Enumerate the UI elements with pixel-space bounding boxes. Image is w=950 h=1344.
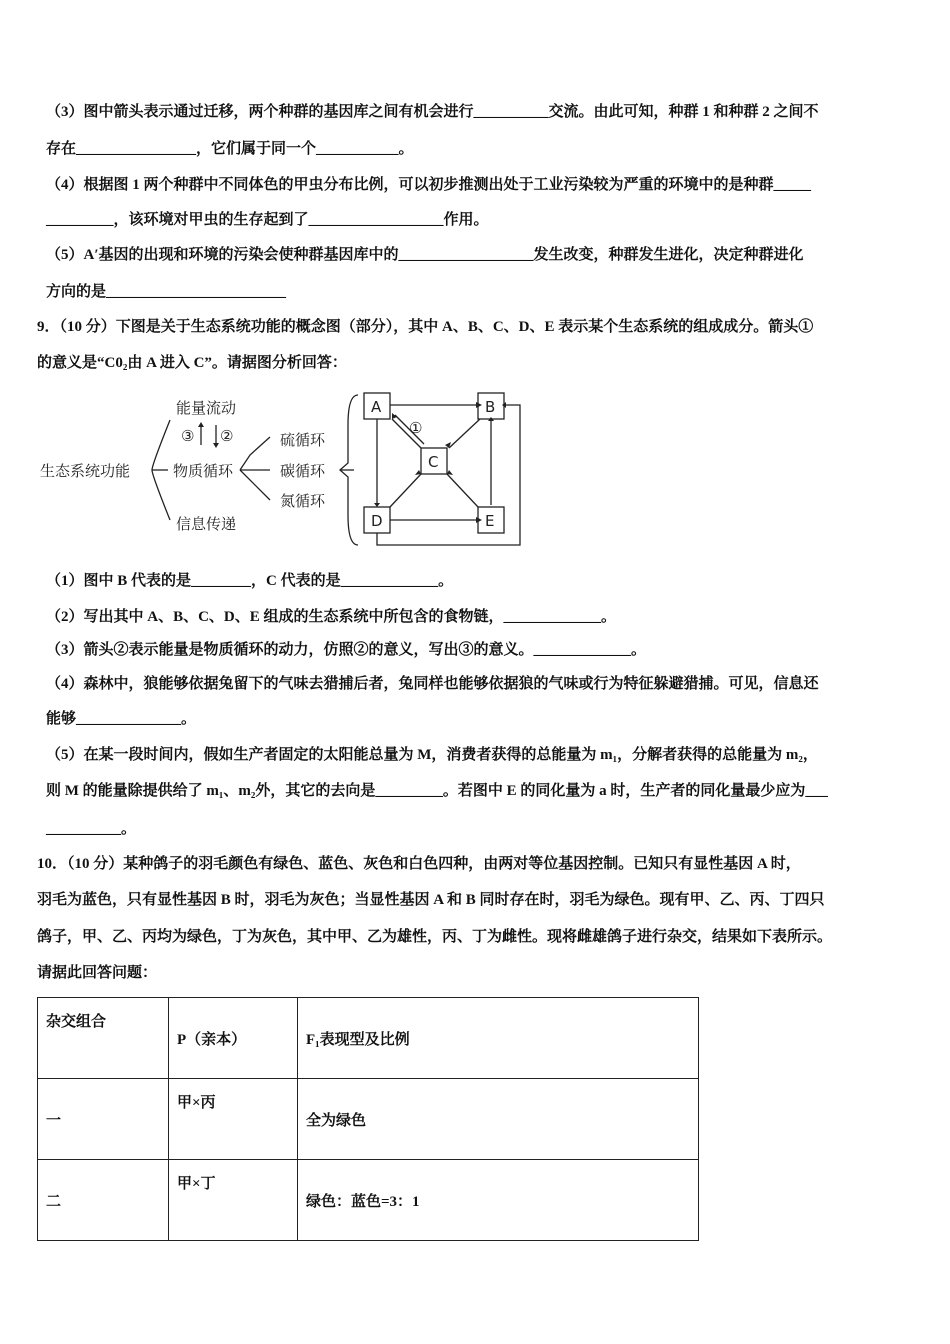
- info-transfer-label: 信息传递: [176, 515, 237, 533]
- text-line: （5）在某一段时间内，假如生产者固定的太阳能总量为 M，消费者获得的总能量为 m₁，分解者获得的总能量为 m₂，: [46, 747, 818, 763]
- text-line: 方向的是________________________: [46, 284, 287, 300]
- node-c: C: [428, 453, 439, 471]
- text-line: 10．（10 分）某种鸽子的羽毛颜色有绿色、蓝色、灰色和白色四种，由两对等位基因控制。已知只有显性基因 A 时，: [37, 856, 801, 872]
- sulfur-cycle-label: 硫循环: [280, 431, 326, 449]
- arrow-1-label: ①: [409, 419, 423, 437]
- node-e: E: [485, 512, 495, 530]
- header-cell: F₁表现型及比例: [298, 998, 699, 1079]
- node-b: B: [485, 398, 496, 416]
- text-line: 存在________________，它们属于同一个___________。: [46, 141, 414, 157]
- carbon-cycle-label: 碳循环: [280, 462, 326, 480]
- arrow-3-label: ③: [181, 427, 195, 445]
- text-line: 能够______________。: [46, 711, 197, 727]
- header-cell: 杂交组合: [38, 998, 169, 1079]
- text-line: （1）图中 B 代表的是________，C 代表的是_____________。: [46, 573, 454, 589]
- text-line: 则 M 的能量除提供给了 m₁、m₂外，其它的去向是_________。若图中 E 的同化量为 a 时，生产者的同化量最少应为___: [46, 783, 828, 799]
- text-line: （5）A′基因的出现和环境的污染会使种群基因库中的__________________发生改变，种群发生进化，决定种群进化: [46, 247, 804, 263]
- table-row: [38, 1160, 699, 1241]
- table-row: [38, 1079, 699, 1160]
- text-line: _________，该环境对甲虫的生存起到了__________________作用。: [46, 212, 489, 228]
- text-line: 请据此回答问题：: [37, 965, 158, 981]
- table-cell: 绿色：蓝色=3：1: [298, 1160, 699, 1241]
- table-cell: 二: [38, 1160, 169, 1241]
- table-header-row: [38, 998, 699, 1079]
- root-label: 生态系统功能: [40, 462, 131, 480]
- table-cell: 甲×丙: [169, 1079, 298, 1160]
- text-line: 羽毛为蓝色，只有显性基因 B 时，羽毛为灰色；当显性基因 A 和 B 同时存在时，羽毛为绿色。现有甲、乙、丙、丁四只: [37, 892, 825, 908]
- text-line: 9．（10 分）下图是关于生态系统功能的概念图（部分），其中 A、B、C、D、E 表示某个生态系统的组成成分。箭头①: [37, 319, 814, 335]
- arrow-2-label: ②: [220, 427, 234, 445]
- ecosystem-concept-diagram: [40, 385, 540, 555]
- node-a: A: [371, 398, 382, 416]
- text-line: （4）森林中，狼能够依据兔留下的气味去猎捕后者，兔同样也能够依据狼的气味或行为特征躲避猎捕。可见，信息还: [46, 676, 819, 692]
- text-line: （4）根据图 1 两个种群中不同体色的甲虫分布比例，可以初步推测出处于工业污染较为严重的环境中的是种群_____: [46, 177, 812, 193]
- matter-cycle-label: 物质循环: [173, 462, 234, 480]
- node-d: D: [371, 512, 383, 530]
- table-cell: 全为绿色: [298, 1079, 699, 1160]
- energy-flow-label: 能量流动: [176, 399, 237, 417]
- nitrogen-cycle-label: 氮循环: [280, 492, 326, 510]
- table-cell: 甲×丁: [169, 1160, 298, 1241]
- text-line: （3）箭头②表示能量是物质循环的动力，仿照②的意义，写出③的意义。_____________。: [46, 642, 647, 658]
- text-line: （2）写出其中 A、B、C、D、E 组成的生态系统中所包含的食物链，_____________。: [46, 609, 617, 625]
- text-line: 鸽子，甲、乙、丙均为绿色，丁为灰色，其中甲、乙为雄性，丙、丁为雌性。现将雌雄鸽子进行杂交，结果如下表所示。: [37, 929, 833, 945]
- text-line: （3）图中箭头表示通过迁移，两个种群的基因库之间有机会进行__________交流。由此可知，种群 1 和种群 2 之间不: [46, 104, 819, 120]
- text-line: __________。: [46, 821, 137, 837]
- text-line: 的意义是“C0₂由 A 进入 C”。请据图分析回答：: [37, 355, 347, 371]
- header-cell: P（亲本）: [169, 998, 298, 1079]
- cross-results-table: [37, 997, 699, 1241]
- table-cell: 一: [38, 1079, 169, 1160]
